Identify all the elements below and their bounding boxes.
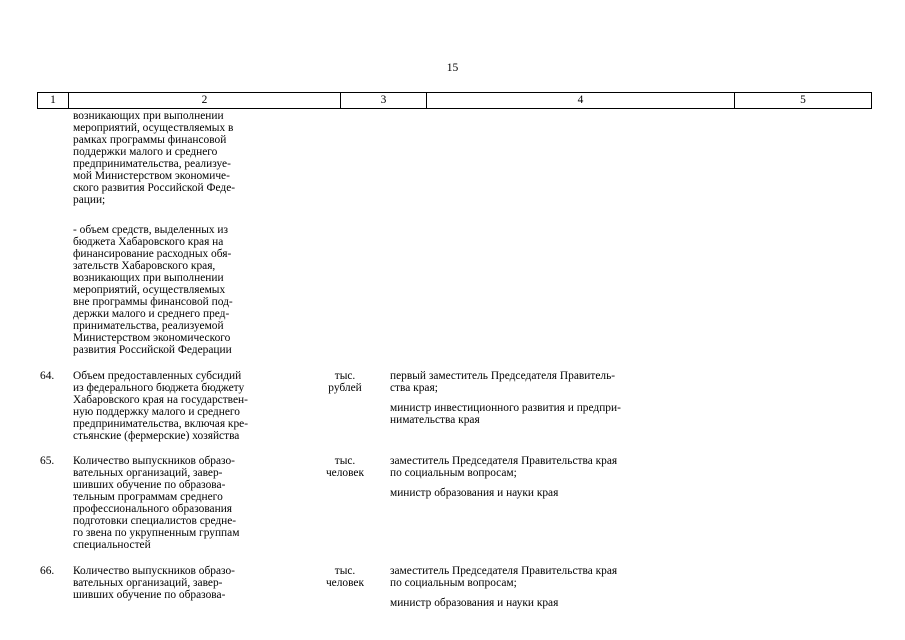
responsible-line: первый заместитель Председателя Правитель- xyxy=(390,370,616,382)
text-line: рамках программы финансовой xyxy=(73,134,227,146)
column-header-4: 4 xyxy=(427,93,735,108)
text-line: специальностей xyxy=(73,539,151,551)
text-line: стьянские (фермерские) хозяйства xyxy=(73,430,240,442)
text-line: - объем средств, выделенных из xyxy=(73,224,229,236)
row-number: 65. xyxy=(40,455,55,467)
unit-line: тыс. xyxy=(334,565,356,577)
text-line: из федерального бюджета бюджету xyxy=(73,382,245,394)
continuation-part-b xyxy=(73,224,305,356)
unit-line: рублей xyxy=(328,382,362,394)
text-line: ского развития Российской Феде- xyxy=(73,182,236,194)
responsible-line: нимательства края xyxy=(390,414,480,426)
text-line: зательств Хабаровского края, xyxy=(73,260,216,272)
text-line: шивших обучение по образова- xyxy=(73,589,226,601)
text-line: рации; xyxy=(73,194,106,206)
text-line: финансирование расходных обя- xyxy=(73,248,232,260)
text-line: вательных организаций, завер- xyxy=(73,467,223,479)
unit-cell xyxy=(315,370,375,394)
text-line: профессионального образования xyxy=(73,503,233,515)
unit-cell xyxy=(315,565,375,589)
responsible-line: министр инвестиционного развития и предпри- xyxy=(390,402,621,414)
text-line: ную поддержку малого и среднего xyxy=(73,406,240,418)
responsible-line: по социальным вопросам; xyxy=(390,577,517,589)
text-line: бюджета Хабаровского края на xyxy=(73,236,224,248)
column-header-3: 3 xyxy=(341,93,427,108)
text-line: возникающих при выполнении xyxy=(73,110,224,122)
responsible-cell xyxy=(390,455,700,499)
unit-cell xyxy=(315,455,375,479)
text-line: подготовки специалистов средне- xyxy=(73,515,237,527)
responsible-line: министр образования и науки края xyxy=(390,597,559,609)
text-line: вне программы финансовой под- xyxy=(73,296,233,308)
indicator-text xyxy=(73,565,305,601)
responsible-line: по социальным вопросам; xyxy=(390,467,517,479)
text-line: предпринимательства, реализуе- xyxy=(73,158,231,170)
unit-line: тыс. xyxy=(334,455,356,467)
column-header-5: 5 xyxy=(800,94,806,106)
column-header-2: 2 xyxy=(69,93,341,108)
responsible-line: ства края; xyxy=(390,382,438,394)
page-number: 15 xyxy=(446,62,459,74)
column-header-1: 1 xyxy=(38,93,69,108)
text-line: мой Министерством экономиче- xyxy=(73,170,230,182)
text-line: Количество выпускников образо- xyxy=(73,565,235,577)
indicator-text xyxy=(73,370,305,442)
responsible-cell xyxy=(390,370,700,426)
responsible-line: заместитель Председателя Правительства края xyxy=(390,565,618,577)
text-line: мероприятий, осуществляемых в xyxy=(73,122,234,134)
text-line: мероприятий, осуществляемых xyxy=(73,284,226,296)
responsible-line: министр образования и науки края xyxy=(390,487,559,499)
text-line: Объем предоставленных субсидий xyxy=(73,370,242,382)
text-line: принимательства, реализуемой xyxy=(73,320,224,332)
unit-line: тыс. xyxy=(334,370,356,382)
responsible-cell xyxy=(390,565,700,609)
text-line: поддержки малого и среднего xyxy=(73,146,218,158)
text-line: го звена по укрупненным группам xyxy=(73,527,240,539)
unit-line: человек xyxy=(325,577,365,589)
text-line: Количество выпускников образо- xyxy=(73,455,235,467)
text-line: Министерством экономического xyxy=(73,332,231,344)
row-number: 66. xyxy=(40,565,55,577)
text-line: Хабаровского края на государствен- xyxy=(73,394,248,406)
text-line: тельным программам среднего xyxy=(73,491,223,503)
text-line: возникающих при выполнении xyxy=(73,272,224,284)
text-line: вательных организаций, завер- xyxy=(73,577,223,589)
indicator-text xyxy=(73,455,305,551)
text-line: держки малого и среднего пред- xyxy=(73,308,230,320)
text-line: предпринимательства, включая кре- xyxy=(73,418,249,430)
table-header-row xyxy=(37,92,872,109)
responsible-line: заместитель Председателя Правительства края xyxy=(390,455,618,467)
continuation-part-a xyxy=(73,110,305,206)
text-line: шивших обучение по образова- xyxy=(73,479,226,491)
unit-line: человек xyxy=(325,467,365,479)
text-line: развития Российской Федерации xyxy=(73,344,232,356)
row-number: 64. xyxy=(40,370,55,382)
